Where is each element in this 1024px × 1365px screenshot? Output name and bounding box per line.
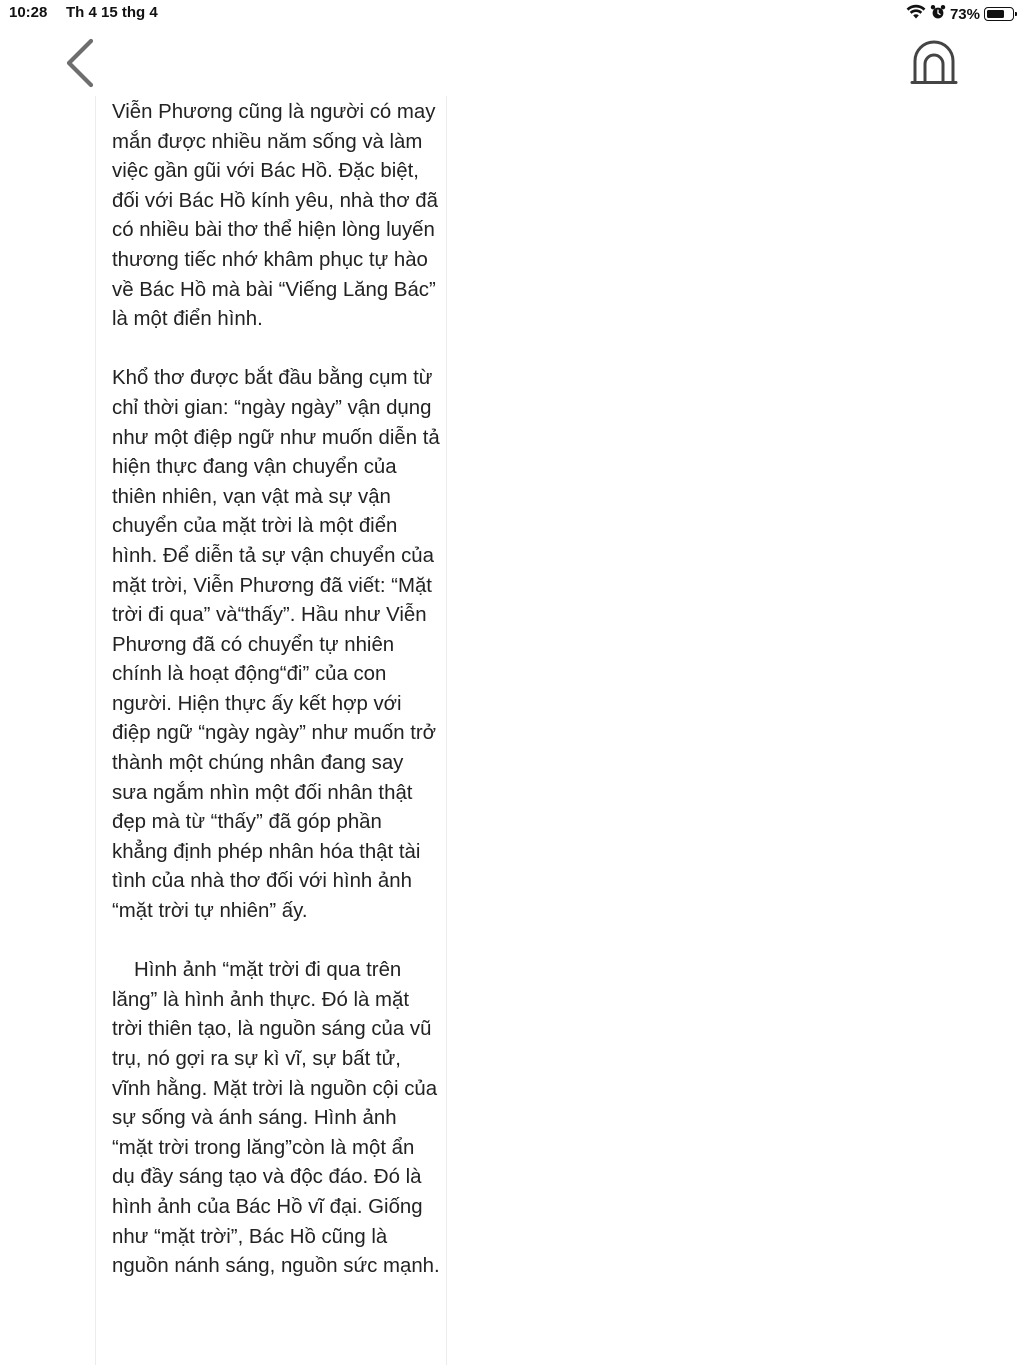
battery-fill [987,10,1004,18]
battery-percent: 73% [949,5,980,23]
article-body [112,98,442,1311]
article-paragraph: Viễn Phương cũng là người có may mắn được nhiều năm sống và làm việc gần gũi với Bác Hồ. Đặc biệt, đối với Bác Hồ kính yêu, nhà thơ đã có nhiều bài thơ thể hiện lòng luyến thương tiếc nhớ khâm phục tự hào về Bác Hồ mà bài “Viếng Lăng Bác” là một điển hình. [112,101,438,331]
chevron-left-icon [58,36,102,90]
status-date: Th 4 15 thg 4 [66,4,158,21]
arch-button[interactable] [910,40,958,88]
back-button[interactable] [58,36,102,90]
article-paragraph: Hình ảnh “mặt trời đi qua trên lăng” là hình ảnh thực. Đó là mặt trời thiên tạo, là nguồn sáng của vũ trụ, nó gợi ra sự kì vĩ, sự bất tử, vĩnh hằng. Mặt trời là nguồn cội của sự sống và ánh sáng. Hình ảnh “mặt trời trong lăng”còn là một ẩn dụ đầy sáng tạo và độc đáo. Đó là hình ảnh của Bác Hồ vĩ đại. Giống như “mặt trời”, Bác Hồ cũng là nguồn nánh sáng, nguồn sức mạnh. [112,959,440,1278]
status-time: 10:28 [9,4,48,21]
status-indicators [906,3,1014,25]
status-bar [0,0,1024,28]
wifi-icon [906,4,926,25]
battery-tip [1015,12,1017,16]
battery-icon [984,7,1014,21]
alarm-icon [930,4,946,25]
article-paragraph: Khổ thơ được bắt đầu bằng cụm từ chỉ thời gian: “ngày ngày” vận dụng như một điệp ngữ như muốn diễn tả hiện thực đang vận chuyển của thiên nhiên, vạn vật mà sự vận chuyển của mặt trời là một điển hình. Để diễn tả sự vận chuyển của mặt trời, Viễn Phương đã viết: “Mặt trời đi qua” và“thấy”. Hầu như Viễn Phương đã có chuyển tự nhiên chính là hoạt động“đi” của con người. Hiện thực ấy kết hợp với điệp ngữ “ngày ngày” như muốn trở thành một chúng nhân đang say sưa ngắm nhìn một đối nhân thật đẹp mà từ “thấy” đã góp phần khẳng định phép nhân hóa thật tài tình của nhà thơ đối với hình ảnh “mặt trời tự nhiên” ấy. [112,367,440,923]
arch-icon [910,40,958,88]
